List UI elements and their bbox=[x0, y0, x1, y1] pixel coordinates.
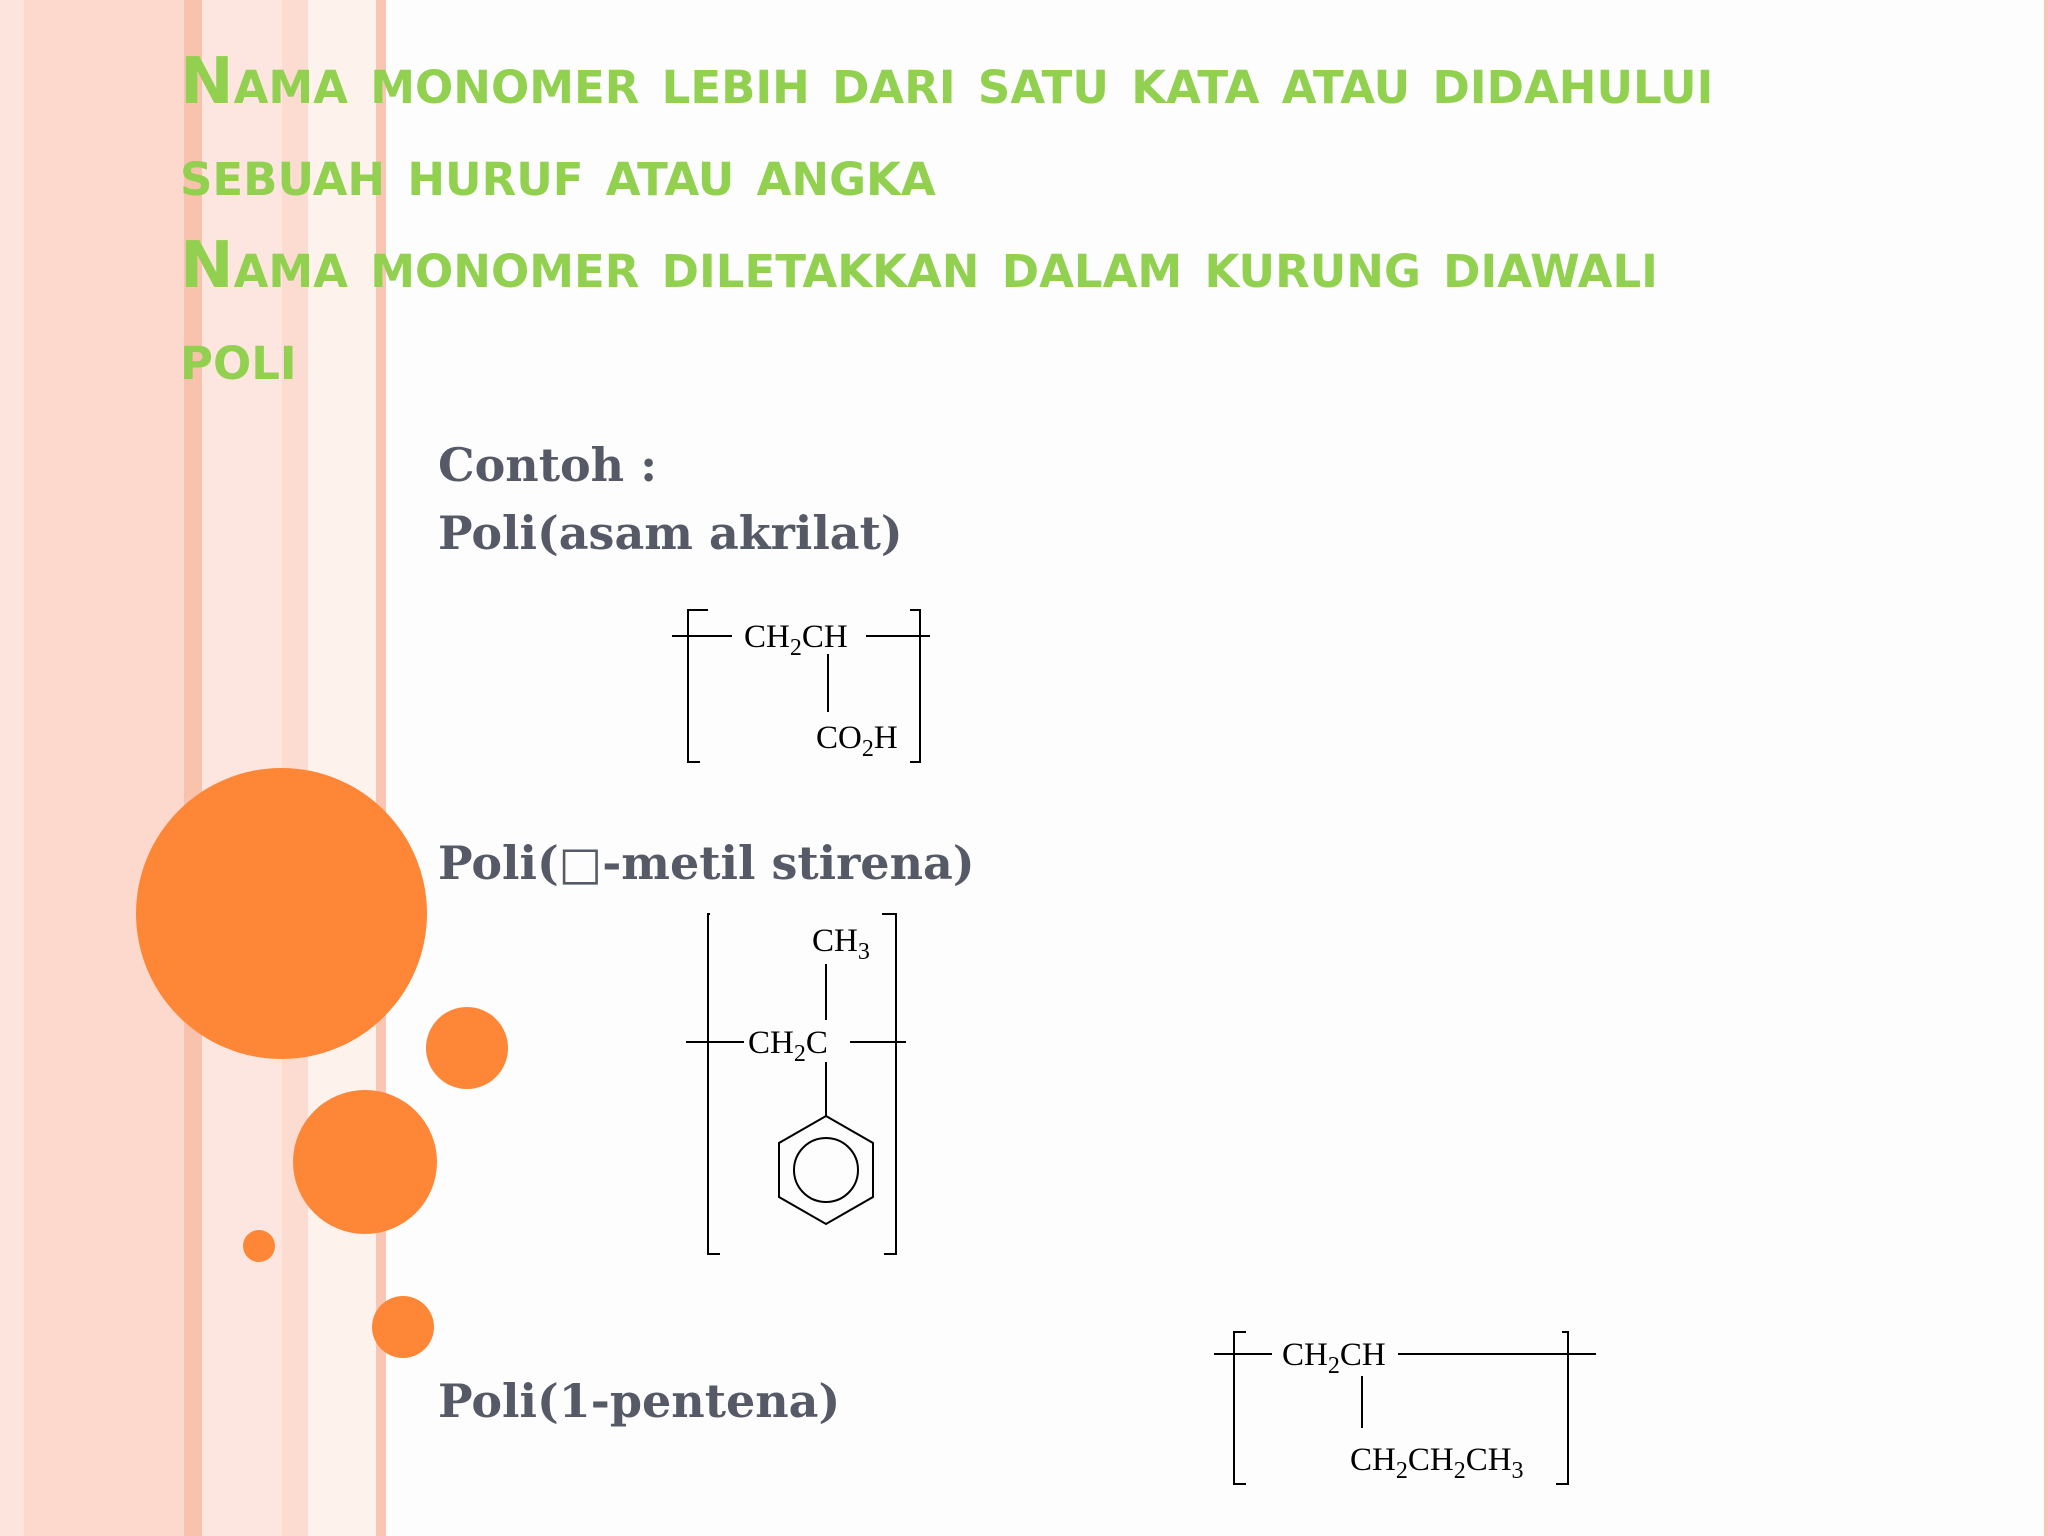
slide-title bbox=[180, 36, 1980, 404]
decor-right-edge bbox=[2044, 0, 2048, 1536]
title-line: Nama monomer diletakkan dalam kurung diawali bbox=[180, 229, 1658, 303]
formula-main-group: $CH_2CH$ bbox=[744, 619, 848, 661]
decor-circle-tiny bbox=[243, 1230, 275, 1262]
decor-stripe bbox=[0, 0, 24, 1536]
decor-circle-small bbox=[372, 1296, 434, 1358]
decor-circle-large bbox=[136, 768, 427, 1059]
formula-top-group: $CH_3$ bbox=[812, 923, 870, 965]
example-label: Contoh : bbox=[438, 438, 658, 492]
title-line: poli bbox=[180, 321, 297, 395]
title-line: sebuah huruf atau angka bbox=[180, 137, 936, 211]
formula-main-group: $CH_2C$ bbox=[748, 1025, 828, 1067]
example-name-2: Poli(□-metil stirena) bbox=[438, 836, 975, 890]
formula-main-group: $CH_2CH$ bbox=[1282, 1337, 1386, 1379]
structure-poly-pentene bbox=[1210, 1328, 1600, 1488]
structure-poly-methyl-styrene bbox=[680, 910, 920, 1260]
formula-sub-group: $CH_2CH_2CH_3$ bbox=[1350, 1442, 1524, 1484]
decor-circle-medium bbox=[293, 1090, 437, 1234]
decor-circle-small bbox=[426, 1007, 508, 1089]
title-line: Nama monomer lebih dari satu kata atau didahului bbox=[180, 45, 1714, 119]
decor-stripe bbox=[24, 0, 184, 1536]
example-name-1: Poli(asam akrilat) bbox=[438, 506, 903, 560]
structure-poly-acrylic-acid bbox=[660, 600, 940, 770]
formula-sub-group: $CO_2H$ bbox=[816, 720, 898, 762]
example-name-3: Poli(1-pentena) bbox=[438, 1374, 841, 1428]
